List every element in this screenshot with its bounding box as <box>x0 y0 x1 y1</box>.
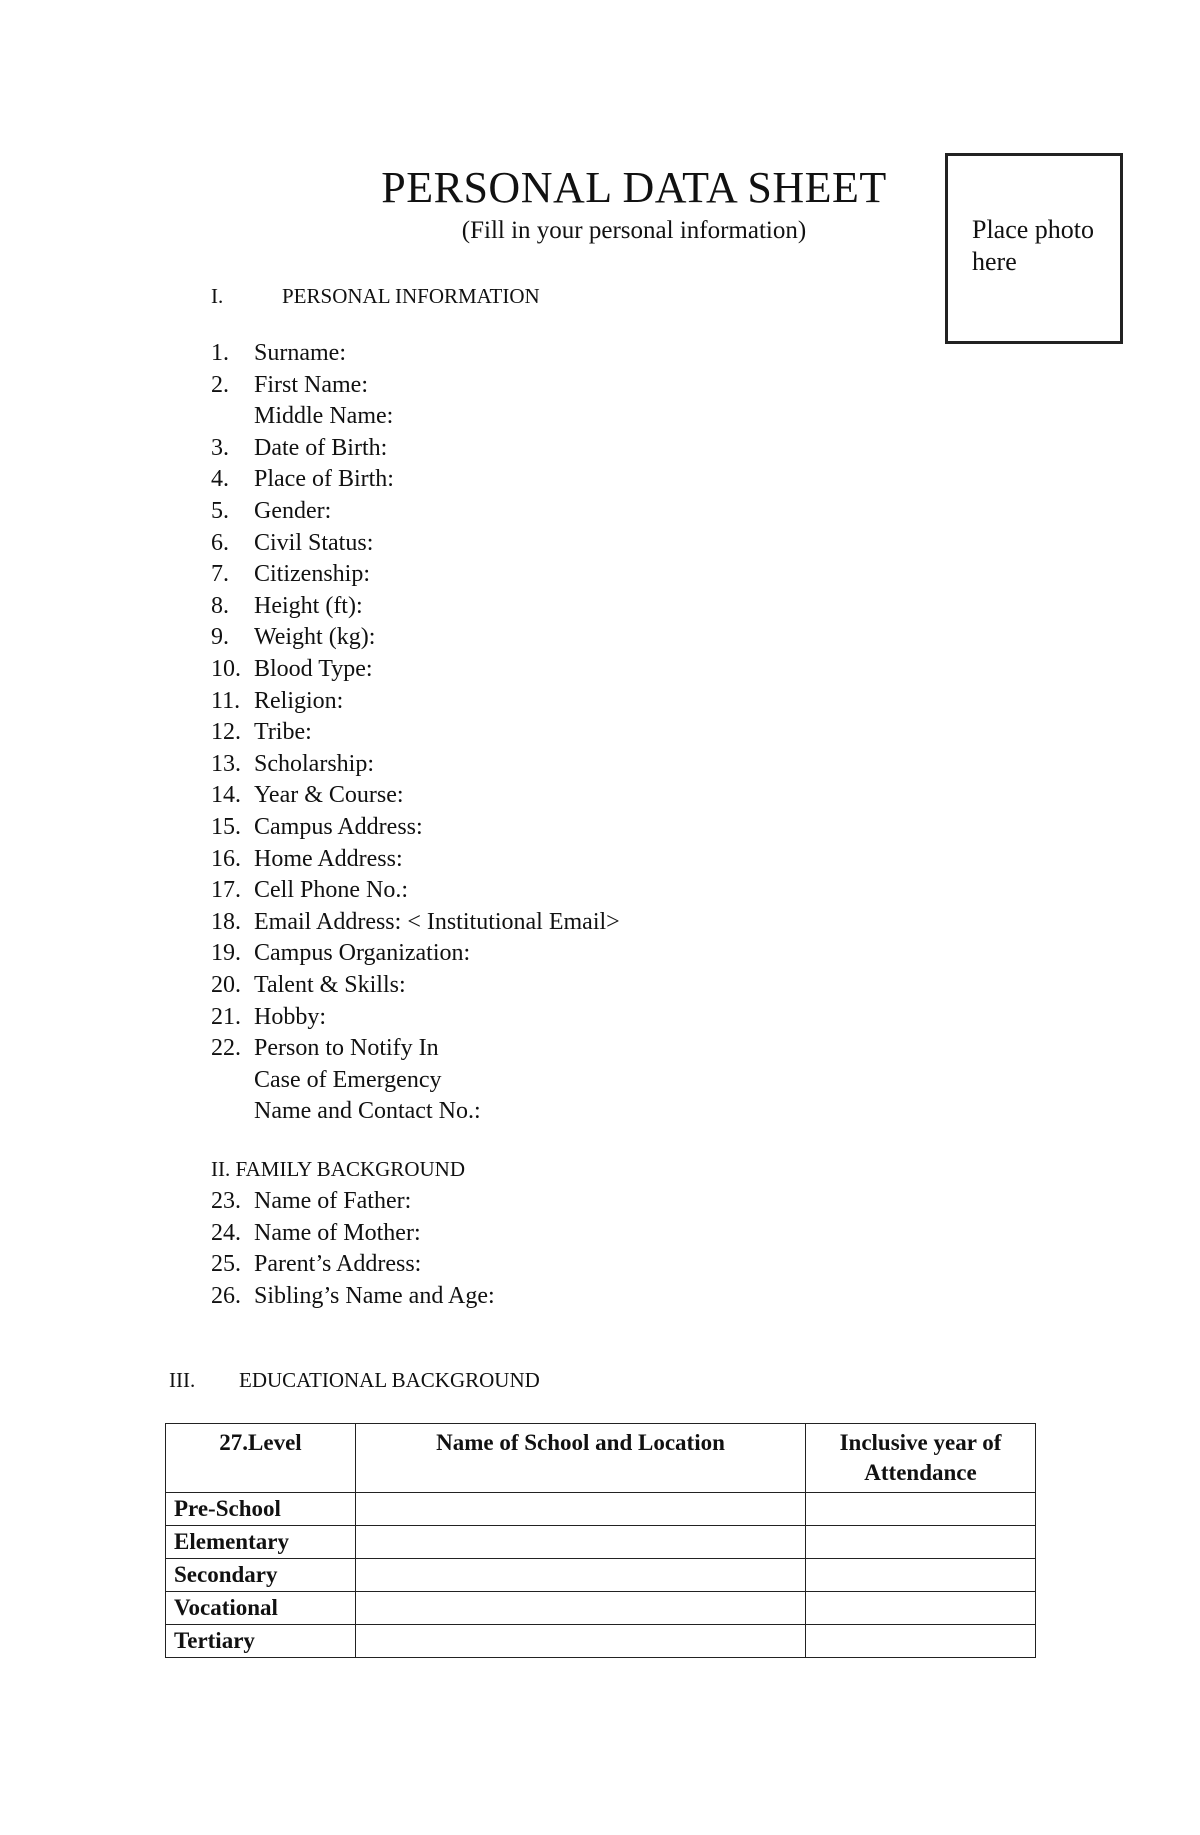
school-input-cell[interactable] <box>356 1625 806 1658</box>
attendance-input-cell[interactable] <box>806 1526 1036 1559</box>
section-number: I. <box>211 284 224 308</box>
item-label: Hobby: <box>254 1003 326 1030</box>
page-title: PERSONAL DATA SHEET <box>381 163 887 212</box>
item-label: Campus Address: <box>254 814 423 840</box>
item-number: 7. <box>211 561 229 588</box>
item-number: 14. <box>211 782 241 809</box>
item-number: 11. <box>211 687 241 714</box>
item-number: 13. <box>211 750 241 777</box>
item-number: 19. <box>211 940 241 967</box>
photo-placeholder <box>945 153 1123 344</box>
item-label: Middle Name: <box>254 403 394 430</box>
level-cell: Pre-School <box>166 1493 356 1526</box>
table-row <box>166 1592 1036 1625</box>
section-title: II. FAMILY BACKGROUND <box>211 1157 465 1181</box>
table-row <box>166 1559 1036 1592</box>
item-number: 1. <box>211 340 229 366</box>
item-number: 20. <box>211 972 241 998</box>
item-label: Civil Status: <box>254 529 374 556</box>
column-header-level: 27.Level <box>166 1424 356 1493</box>
school-input-cell[interactable] <box>356 1526 806 1559</box>
item-label: Campus Organization: <box>254 940 471 967</box>
item-number: 16. <box>211 845 241 872</box>
item-label: Place of Birth: <box>254 466 394 493</box>
item-number: 8. <box>211 592 229 619</box>
item-number: 5. <box>211 498 229 524</box>
item-number: 10. <box>211 656 241 682</box>
item-label: Talent & Skills: <box>254 972 406 998</box>
item-number: 17. <box>211 877 241 904</box>
item-number: 9. <box>211 624 229 651</box>
item-label: Blood Type: <box>254 656 373 682</box>
item-label: Year & Course: <box>254 782 404 809</box>
item-label: Case of Emergency <box>254 1066 442 1093</box>
page-subtitle: (Fill in your personal information) <box>461 217 807 244</box>
item-label: Home Address: <box>254 845 403 872</box>
item-number: 6. <box>211 529 229 556</box>
item-number: 3. <box>211 434 229 461</box>
level-cell: Tertiary <box>166 1625 356 1658</box>
item-label: Cell Phone No.: <box>254 877 408 904</box>
item-label: Height (ft): <box>254 592 363 619</box>
item-label: Tribe: <box>254 719 312 746</box>
level-cell: Vocational <box>166 1592 356 1625</box>
item-label: First Name: <box>254 371 368 398</box>
item-label: Date of Birth: <box>254 434 388 461</box>
item-number: 22. <box>211 1035 241 1062</box>
photo-placeholder-label: Place photo here <box>972 215 1095 276</box>
item-label: Weight (kg): <box>254 624 376 651</box>
table-header-row <box>166 1424 1036 1493</box>
item-number: 4. <box>211 466 229 493</box>
school-input-cell[interactable] <box>356 1493 806 1526</box>
item-label: Name and Contact No.: <box>254 1098 481 1125</box>
item-number: 15. <box>211 814 241 840</box>
education-table <box>165 1423 1036 1658</box>
table-row <box>166 1625 1036 1658</box>
item-number: 24. <box>211 1219 241 1246</box>
item-label: Person to Notify In <box>254 1035 439 1062</box>
item-number: 26. <box>211 1282 241 1309</box>
attendance-input-cell[interactable] <box>806 1559 1036 1592</box>
attendance-input-cell[interactable] <box>806 1493 1036 1526</box>
item-label: Parent’s Address: <box>254 1251 422 1278</box>
school-input-cell[interactable] <box>356 1592 806 1625</box>
section-title: EDUCATIONAL BACKGROUND <box>239 1368 540 1392</box>
level-cell: Elementary <box>166 1526 356 1559</box>
item-label: Sibling’s Name and Age: <box>254 1282 495 1309</box>
item-number: 12. <box>211 719 241 746</box>
attendance-input-cell[interactable] <box>806 1592 1036 1625</box>
item-label: Name of Mother: <box>254 1219 421 1246</box>
item-label: Scholarship: <box>254 750 374 777</box>
section-number: III. <box>169 1368 196 1392</box>
section-title: PERSONAL INFORMATION <box>282 284 540 308</box>
item-label: Email Address: < Institutional Email> <box>254 908 620 935</box>
item-number: 18. <box>211 908 241 935</box>
level-cell: Secondary <box>166 1559 356 1592</box>
item-number: 25. <box>211 1251 241 1278</box>
item-label: Gender: <box>254 498 332 524</box>
attendance-input-cell[interactable] <box>806 1625 1036 1658</box>
item-number: 21. <box>211 1003 241 1030</box>
table-row <box>166 1493 1036 1526</box>
column-header-school: Name of School and Location <box>356 1424 806 1493</box>
item-number: 23. <box>211 1188 241 1214</box>
table-row <box>166 1526 1036 1559</box>
item-number: 2. <box>211 371 229 398</box>
item-label: Religion: <box>254 687 344 714</box>
item-label: Citizenship: <box>254 561 370 588</box>
school-input-cell[interactable] <box>356 1559 806 1592</box>
column-header-attendance: Inclusive year of Attendance <box>806 1424 1036 1493</box>
item-label: Surname: <box>254 340 346 366</box>
item-label: Name of Father: <box>254 1188 412 1214</box>
